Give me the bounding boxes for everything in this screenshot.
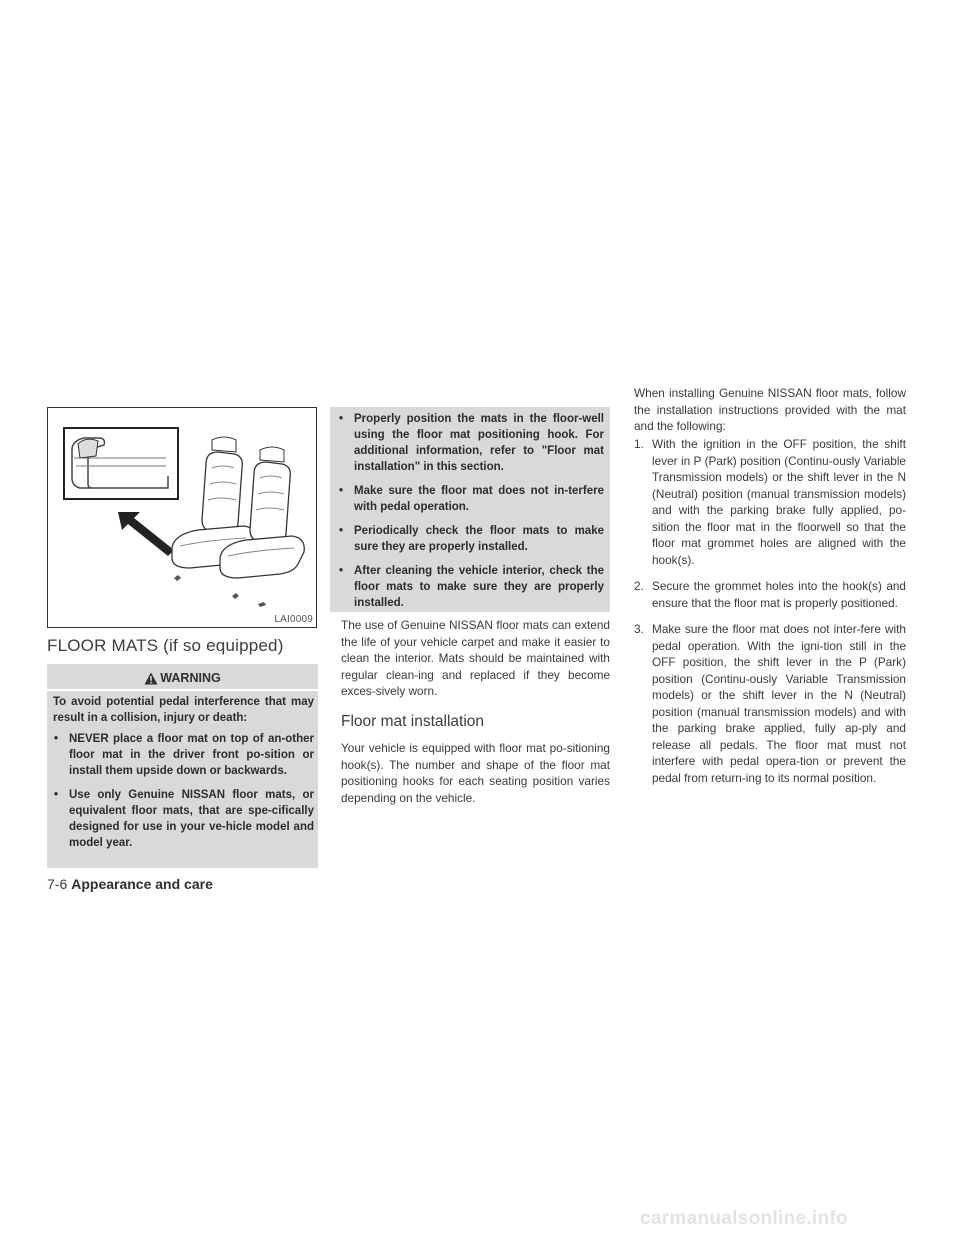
warning-bullet: • Properly position the mats in the floor-well using the floor mat positioning hook. For additional information, refer to "Floor mat installation" in this section. <box>339 413 604 473</box>
warning-intro: To avoid potential pedal interference that may result in a collision, injury or death: <box>53 696 314 724</box>
page-number: 7-6 <box>47 876 68 892</box>
footer-section: Appearance and care <box>71 876 213 892</box>
pointer-arrow <box>118 512 174 556</box>
step-item: 1. With the ignition in the OFF position, the shift lever in P (Park) position (Continu-ously Variable Transmission models) or the shift lever in the N (Neutral) position (manual transmission models) and with the parking brake fully applied, po-sition the floor mat in the floorwell so that the floor mat grommet holes are aligned with the hook(s). <box>634 437 906 567</box>
warning-triangle-icon <box>144 672 158 685</box>
warning-bullet: • NEVER place a floor mat on top of an-other floor mat in the driver front po-sition or install them upside down or backwards. <box>54 733 314 777</box>
warning-bullet: • After cleaning the vehicle interior, check the floor mats to make sure they are properly installed. <box>339 565 604 609</box>
warning-bullet: • Use only Genuine NISSAN floor mats, or equivalent floor mats, that are spe-cifically designed for use in your ve-hicle model and model year. <box>54 789 314 849</box>
use-paragraph: The use of Genuine NISSAN floor mats can extend the life of your vehicle carpet and make it easier to clean the interior. Mats should be maintained with regular clean-ing and replaced if they become exces-sively worn. <box>341 618 610 698</box>
warning-box-continued <box>330 407 610 612</box>
installation-steps <box>634 436 906 796</box>
warning-heading <box>47 667 318 689</box>
vehicle-paragraph: Your vehicle is equipped with floor mat po-sitioning hook(s). The number and shape of the floor mat positioning hooks for each seating position varies depending on the vehicle. <box>341 741 610 805</box>
subsection-title: Floor mat installation <box>341 713 485 730</box>
step-item: 3. Make sure the floor mat does not inter-fere with pedal operation. With the igni-tion still in the OFF position, the shift lever in the P (Park) position (Continu-ously Variable Transmission models) or the shift lever in the N (Neutral) position (manual transmission models) and with the parking brake applied, fully ap-ply and release all pedals. The floor mat must not interfere with pedal opera-tion or prevent the pedal from return-ing to its normal position. <box>634 622 906 785</box>
step-item: 2. Secure the grommet holes into the hook(s) and ensure that the floor mat is properly positioned. <box>634 579 906 610</box>
install-intro: When installing Genuine NISSAN floor mats, follow the installation instructions provided with the mat and the following: <box>634 386 906 433</box>
section-title: FLOOR MATS (if so equipped) <box>47 636 284 655</box>
warning-divider <box>47 689 318 691</box>
warning-bullet: • Periodically check the floor mats to make sure they are properly installed. <box>339 525 604 553</box>
floor-mat-illustration <box>47 407 317 628</box>
warning-bullet: • Make sure the floor mat does not in-terfere with pedal operation. <box>339 485 604 513</box>
seats-and-mat-drawing <box>48 408 318 629</box>
warning-box <box>47 664 318 868</box>
page-footer <box>47 876 213 892</box>
watermark: carmanualsonline.info <box>640 1208 848 1229</box>
warning-heading-text: WARNING <box>160 671 221 685</box>
figure-code: LAI0009 <box>274 614 313 625</box>
